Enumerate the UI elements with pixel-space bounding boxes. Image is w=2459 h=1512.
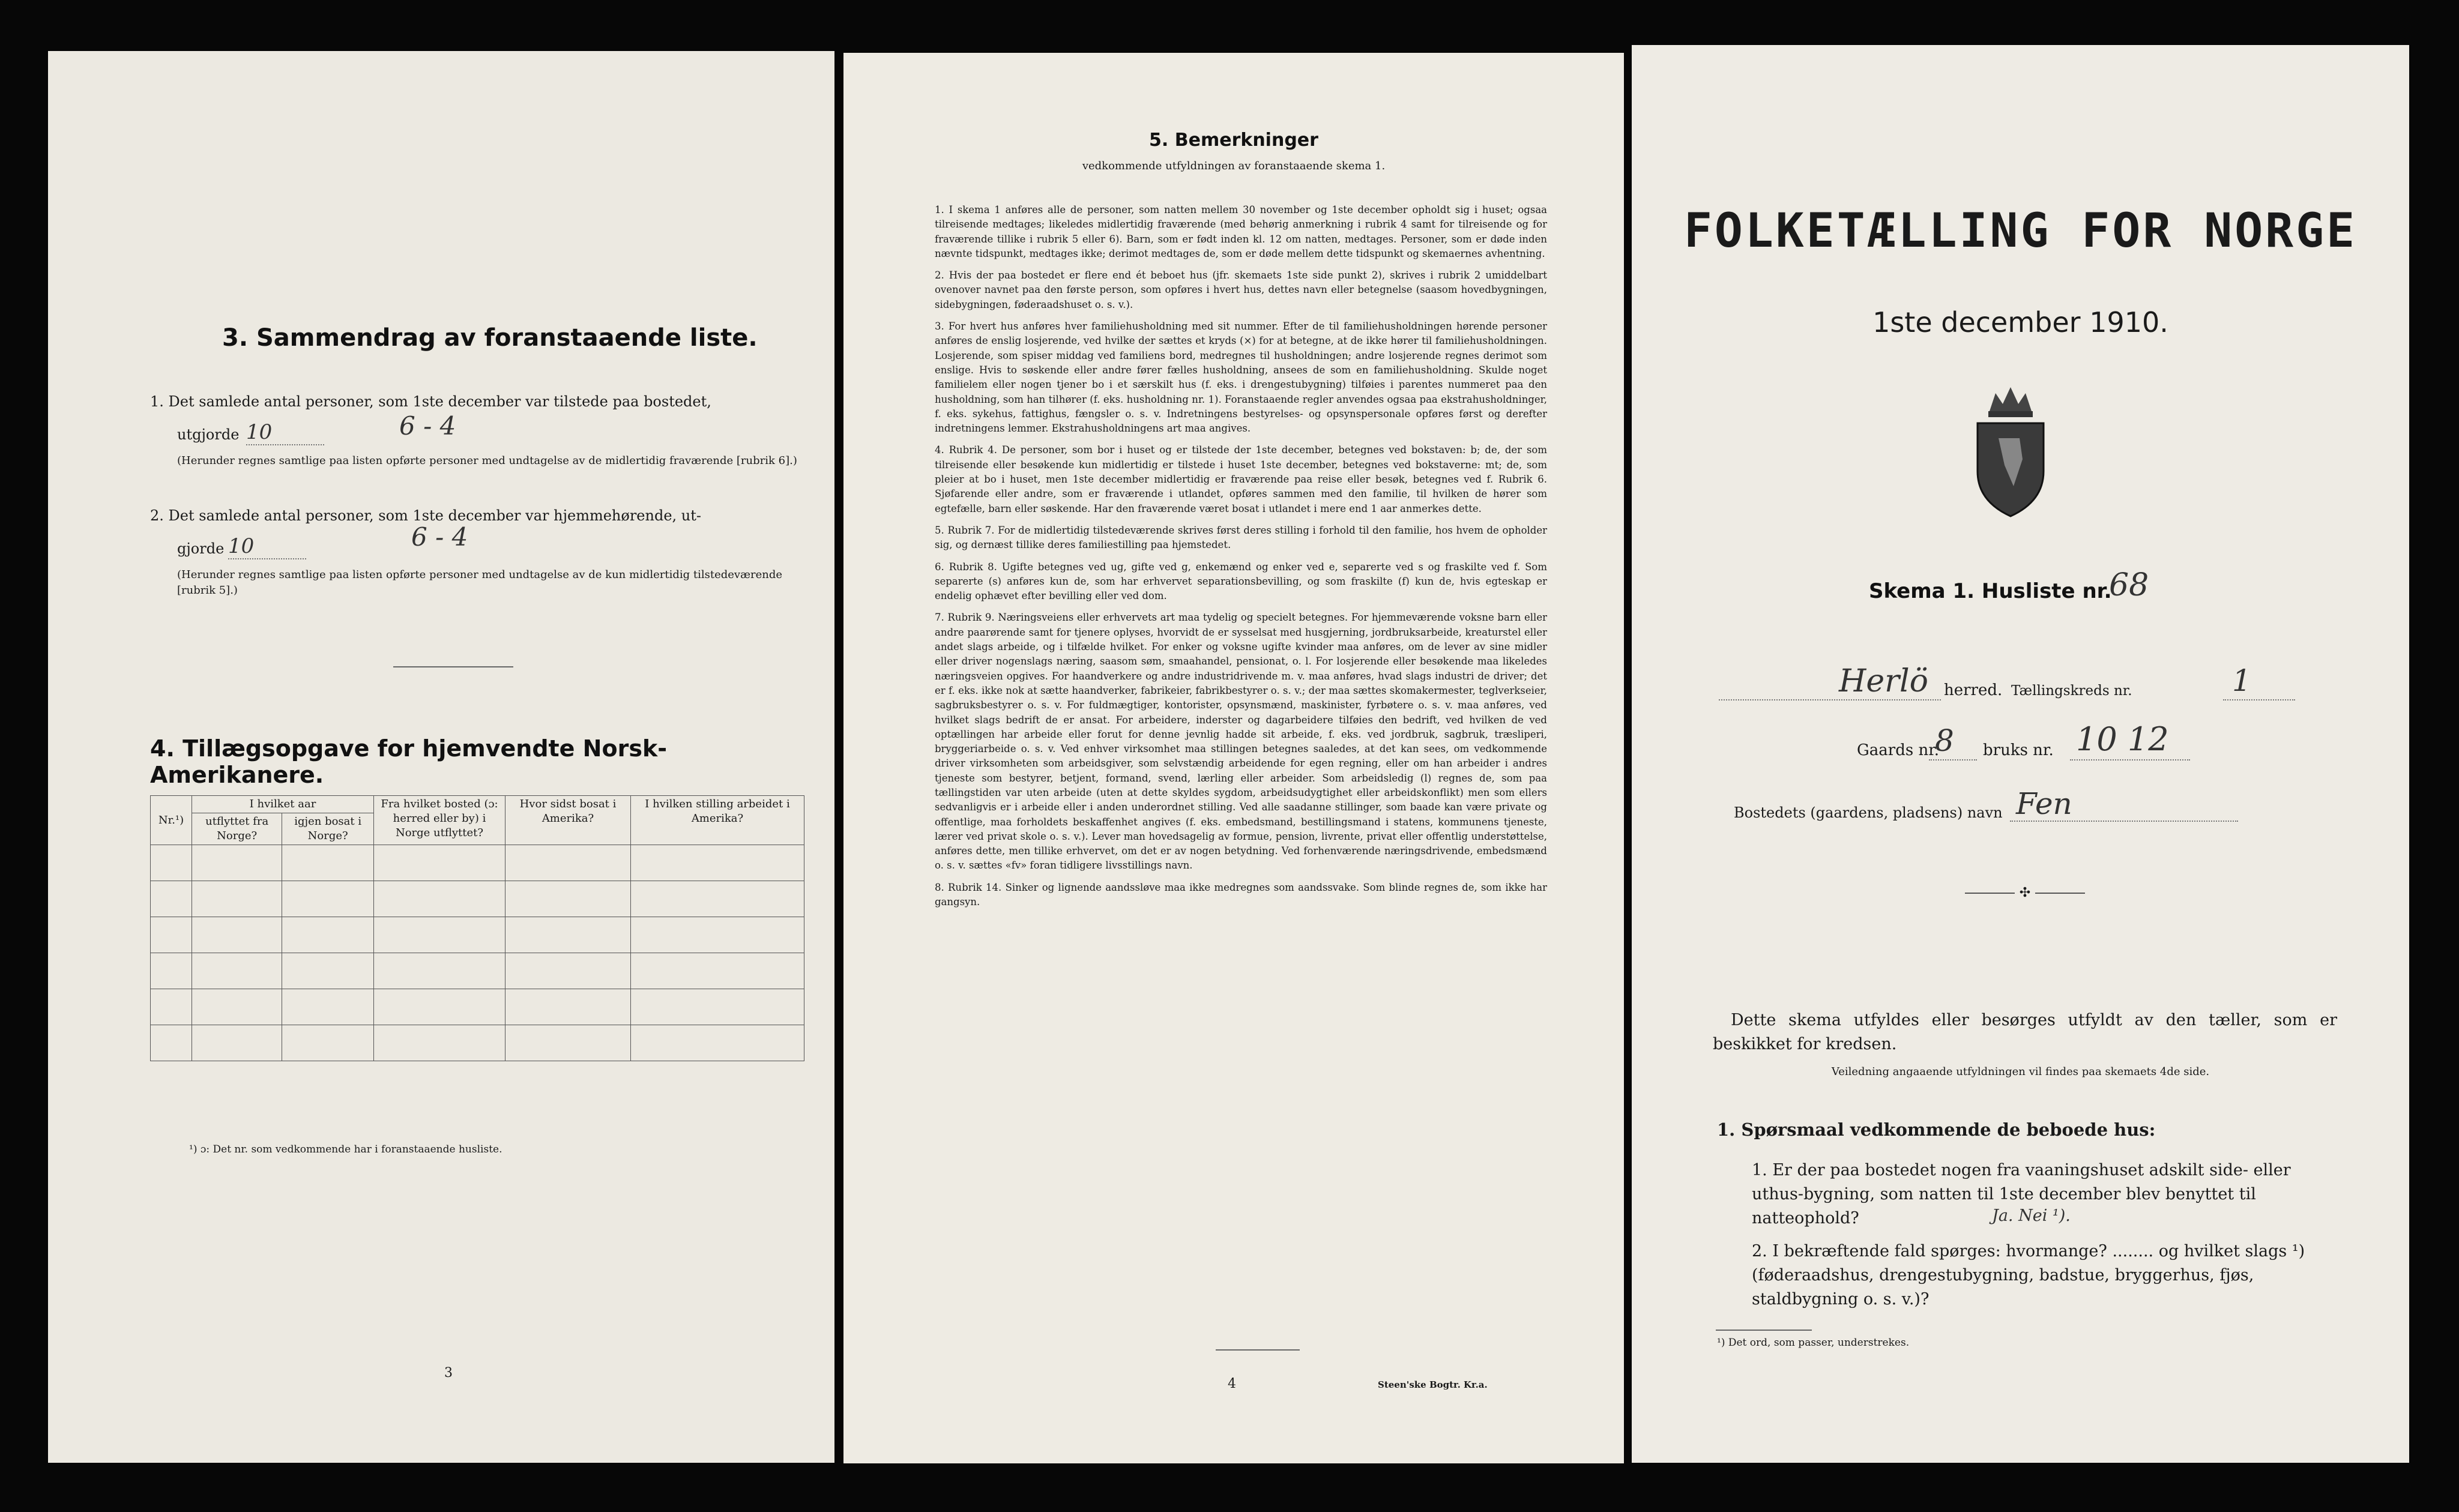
ornament: ✣: [1965, 885, 2085, 900]
bosted-line: [2010, 821, 2238, 822]
q1-prefix: utgjorde: [177, 426, 240, 443]
herred-label: herred.: [1944, 681, 2003, 699]
main-title: FOLKETÆLLING FOR NORGE: [1683, 204, 2358, 258]
table-row: [151, 1025, 804, 1061]
page-1: [1632, 45, 2409, 1463]
col-last-lived: Hvor sidst bosat i Amerika?: [505, 796, 631, 845]
q1-value: 10: [246, 420, 273, 444]
q1-text: 1. Det samlede antal personer, som 1ste december var tilstede paa bostedet,: [150, 393, 711, 410]
schema-label: Skema 1. Husliste nr.: [1869, 579, 2112, 603]
page-3: [48, 51, 834, 1463]
footnote: ¹) Det ord, som passer, understrekes.: [1717, 1337, 1910, 1349]
q1-dots: [246, 444, 324, 445]
table-row: [151, 881, 804, 917]
coat-of-arms-icon: [1972, 381, 2050, 519]
col-from-where: Fra hvilket bosted (ɔ: herred eller by) i Norge utflyttet?: [374, 796, 505, 845]
herred-value: Herlö: [1839, 663, 1928, 699]
question-2: 2. I bekræftende fald spørges: hvormange? ........ og hvilket slags ¹) (føderaadshus, drengestubygning, badstue, bryggerhus, fjøs, staldbygning o. s. v.)?: [1752, 1242, 2305, 1309]
question-heading: 1. Spørsmaal vedkommende de beboede hus:: [1717, 1119, 2156, 1140]
norsk-amerikanere-table: [150, 795, 804, 1061]
col-returned: igjen bosat i Norge?: [282, 813, 374, 845]
q1-note: (Herunder regnes samtlige paa listen opførte personer med undtagelse av de midlertidig fraværende [rubrik 6].): [177, 454, 797, 467]
q2-note: (Herunder regnes samtlige paa listen opførte personer med undtagelse av de kun midlertidig tilstedeværende [rubrik 5].): [177, 568, 783, 597]
table-row: [151, 917, 804, 953]
q2-prefix: gjorde: [177, 540, 225, 557]
remarks-title: 5. Bemerkninger: [1149, 130, 1318, 151]
census-date: 1ste december 1910.: [1872, 306, 2168, 339]
col-nr: Nr.¹): [151, 796, 192, 845]
gaards-value: 8: [1935, 723, 1954, 758]
kreds-line: [2223, 699, 2295, 700]
table-row: [151, 953, 804, 989]
kreds-value: 1: [2232, 663, 2251, 698]
bosted-label: Bostedets (gaardens, pladsens) navn: [1734, 804, 2003, 821]
footnote-rule: [1716, 1330, 1812, 1331]
husliste-nr: 68: [2109, 567, 2149, 603]
col-year-group: I hvilket aar: [192, 796, 374, 813]
bruks-line: [2070, 759, 2190, 761]
table-row: [151, 989, 804, 1025]
remark-item-5: 5. Rubrik 7. For de midlertidig tilstedeværende skrives først deres stilling i forhold til den familie, hos hvem de opholder sig, og dernæst tillike deres familiestilling paa hjemstedet.: [935, 524, 1547, 551]
q2-handwritten: 6 - 4: [411, 522, 468, 552]
section-4-title: 4. Tillægsopgave for hjemvendte Norsk-Amerikanere.: [150, 735, 667, 788]
section-3-title: 3. Sammendrag av foranstaaende liste.: [222, 324, 758, 352]
page-4: [843, 53, 1624, 1463]
divider: [1216, 1349, 1300, 1351]
bosted-value: Fen: [2016, 786, 2072, 821]
col-occupation: I hvilken stilling arbeidet i Amerika?: [631, 796, 804, 845]
remark-item-2: 2. Hvis der paa bostedet er flere end ét beboet hus (jfr. skemaets 1ste side punkt 2), skrives i rubrik 2 umiddelbart ovenover navnet paa den første person, som opføres i hvert hus, dettes navn eller betegnelse (saasom hovedbygningen, sidebygningen, føderaadshuset o. s. v.).: [935, 270, 1547, 310]
bruks-label: bruks nr.: [1983, 741, 2054, 759]
remark-item-6: 6. Rubrik 8. Ugifte betegnes ved ug, gifte ved g, enkemænd og enker ved e, separerte ved s og fraskilte ved f. Som separerte (s) anføres kun de, som har erhvervet separationsbevilling, og som fraskilte (f) kun de, hvis egteskap er endelig ophævet efter bevilling eller ved dom.: [935, 561, 1547, 602]
divider: [393, 666, 513, 667]
q2-dots: [228, 558, 306, 559]
table-row: [151, 845, 804, 881]
page-number: 3: [444, 1366, 453, 1381]
remark-item-7: 7. Rubrik 9. Næringsveiens eller erhvervets art maa tydelig og specielt betegnes. For hjemmeværende voksne barn eller andre paarørende samt for tjenere oplyses, hvorvidt de er sysselsat med husgjerning, jordbruksarbeide, kreaturstel eller andet slags arbeide, og i tilfælde hvilket. For enker og voksne ugifte kvinder maa anføres, om de lever av sine midler eller driver nogenslags næring, saasom søm, smaahandel, pensionat, o. l. For losjerende eller besøkende maa likeledes næringsveien opgives. For haandverkere og andre industridrivende m. v. maa anføres, hvad slags industri de driver; det er f. eks. ikke nok at sætte haandverker, fabrikeier, fabrikbestyrer o. s. v.; der maa sættes skomakermester, teglverkseier, sagbruksbestyrer o. s. v. For fuldmægtiger, kontorister, opsynsmænd, maskinister, fyrbøtere o. s. v. maa anføres, ved hvilket slags bedrift de er ansat. For arbeidere, inderster og dagarbeidere tilføies den bedrift, ved hvilken de ved optællingen har arbeide eller forut for denne jevnlig hadde sit arbeide, f. eks. ved jordbruk, sagbruk, træsliperi, bryggeriarbeide o. s. v. Ved enhver virksomhet maa stillingen betegnes saaledes, at det kan sees, om vedkommende driver virksomheten som arbeidsgiver, som selvstændig arbeidende for egen regning, eller om han arbeider i andres tjeneste som bestyrer, betjent, formand, svend, lærling eller arbeider. Som arbeidsledig (l) regnes de, som paa tællingstiden var uten arbeide (uten at dette skyldes sygdom, arbeidsudygtighet eller arbeidskonflikt) men som ellers sedvanligvis er i arbeide eller i anden underordnet stilling. Ved alle saadanne stillinger, som baade kan være private og offentlige, maa forholdets beskaffenhet angives (f. eks. embedsmand, bestillingsmand i statens, kommunens tjeneste, lærer ved privat skole o. s. v.). Lever man hovedsagelig av formue, pension, livrente, privat eller offentlig understøttelse, anføres dette, men tillike erhvervet, om det er av nogen betydning. Ved forhenværende næringsdrivende, embedsmænd o. s. v. sættes «fv» foran tidligere livsstillings navn.: [935, 612, 1547, 872]
q1-handwritten: 6 - 4: [399, 411, 456, 441]
gaards-line: [1929, 759, 1977, 761]
remark-item-1: 1. I skema 1 anføres alle de personer, som natten mellem 30 november og 1ste december opholdt sig i huset; ogsaa tilreisende medtages; likeledes midlertidig fraværende (med behørig anmerkning i rubrik 4 samt for tilreisende og for fraværende tillike i rubrik 5 eller 6). Barn, som er født inden kl. 12 om natten, medtages. Personer, som er døde inden nævnte tidspunkt, medtages ikke; derimot medtages de, som er døde mellem dette tidspunkt og skemaernes avhentning.: [935, 204, 1547, 259]
herred-line: [1719, 699, 1941, 700]
instruction-small: Veiledning angaaende utfyldningen vil findes paa skemaets 4de side.: [1831, 1065, 2210, 1078]
kreds-label: Tællingskreds nr.: [2011, 683, 2132, 699]
gaards-label: Gaards nr.: [1857, 741, 1940, 759]
remark-item-8: 8. Rubrik 14. Sinker og lignende aandssløve maa ikke medregnes som aandssvake. Som blinde regnes de, som ikke har gangsyn.: [935, 881, 1547, 908]
bruks-value: 10 12: [2076, 720, 2169, 758]
remarks-list: [935, 203, 1547, 917]
q2-text: 2. Det samlede antal personer, som 1ste december var hjemmehørende, ut-: [150, 507, 701, 524]
q2-value: 10: [228, 534, 255, 558]
remarks-subtitle: vedkommende utfyldningen av foranstaaende skema 1.: [1082, 160, 1386, 172]
table-footnote: ¹) ɔ: Det nr. som vedkommende har i foranstaaende husliste.: [189, 1143, 502, 1155]
printer-mark: Steen'ske Bogtr. Kr.a.: [1378, 1379, 1488, 1390]
question-1-options: Ja. Nei ¹).: [1992, 1206, 2071, 1225]
remark-item-3: 3. For hvert hus anføres hver familiehusholdning med sit nummer. Efter de til familiehusholdningen hørende personer anføres de enslig losjerende, ved hvilke der sættes et kryds (×) for at betegne, at de ikke hører til familiehusholdningen. Losjerende, som spiser middag ved familiens bord, medregnes til husholdningen; andre losjerende regnes derimot som enslige. Hvis to søskende eller andre fører fælles husholdning, ansees de som en familiehusholdning. Skulde noget familielem eller nogen tjener bo i et særskilt hus (f. eks. i drengestubygning) tilføies i parentes nummeret paa den husholdning, som han tilhører (f. eks. husholdning nr. 1). Foranstaaende regler anvendes ogsaa paa ekstrahusholdninger, f. eks. sykehus, fattighus, fængsler o. s. v. Indretningens bestyrelses- og opsynspersonale opføres først og derefter indretningens lemmer. Ekstrahusholdningens art maa angives.: [935, 321, 1547, 435]
question-1: 1. Er der paa bostedet nogen fra vaaningshuset adskilt side- eller uthus-bygning, som natten til 1ste december blev benyttet til natteophold?: [1752, 1161, 2291, 1227]
col-emigrated: utflyttet fra Norge?: [192, 813, 282, 845]
instruction: Dette skema utfyldes eller besørges utfyldt av den tæller, som er beskikket for kredsen.: [1713, 1011, 2337, 1053]
remark-item-4: 4. Rubrik 4. De personer, som bor i huset og er tilstede der 1ste december, betegnes ved bokstaven: b; de, der som tilreisende eller besøkende kun midlertidig er tilstede i huset 1ste december, betegnes ved bokstaverne: mt; de, som pleier at bo i huset, men 1ste december midlertidig er fraværende paa reise eller besøk, betegnes ved f. Rubrik 6. Sjøfarende eller andre, som er fraværende i utlandet, opføres sammen med den familie, til hvilken de hører som egtefælle, barn eller søskende. Har den fraværende været bosat i utlandet i mere end 1 aar anmerkes dette.: [935, 444, 1547, 514]
page-number: 4: [1228, 1376, 1236, 1391]
